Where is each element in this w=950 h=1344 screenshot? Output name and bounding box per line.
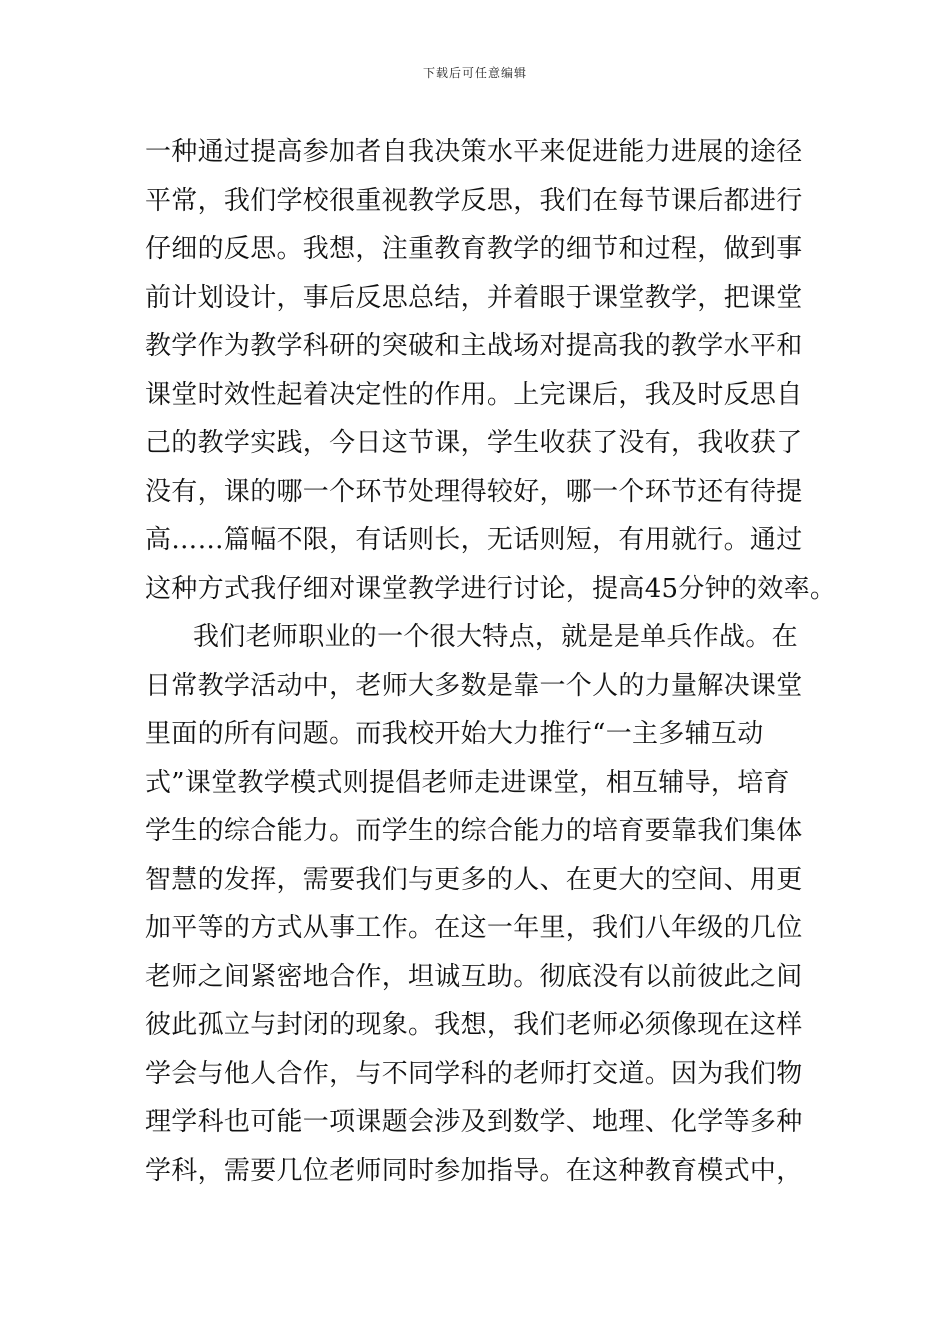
text-line: 式”课堂教学模式则提倡老师走进课堂，相互辅导，培育 — [145, 767, 790, 798]
text-line: 彼此孤立与封闭的现象。我想，我们老师必须像现在这样 — [145, 1010, 803, 1040]
text-line: 己的教学实践，今日这节课，学生收获了没有，我收获了 — [145, 428, 803, 458]
text-line: 学科，需要几位老师同时参加指导。在这种教育模式中， — [145, 1155, 803, 1186]
text-line: 智慧的发挥，需要我们与更多的人、在更大的空间、用更 — [145, 864, 803, 895]
text-line: 一种通过提高参加者自我决策水平来促进能力进展的途径 — [145, 137, 803, 167]
page-header: 下载后可任意编辑 — [422, 66, 527, 80]
body-text — [145, 128, 837, 1195]
text-line: 平常，我们学校很重视教学反思，我们在每节课后都进行 — [145, 185, 803, 216]
text-line: 学生的综合能力。而学生的综合能力的培育要靠我们集体 — [145, 816, 803, 846]
text-line: 高……篇幅不限，有话则长，无话则短，有用就行。通过 — [145, 525, 803, 555]
text-line: 日常教学活动中，老师大多数是靠一个人的力量解决课堂 — [145, 670, 803, 701]
text-line: 教学作为教学科研的突破和主战场对提高我的教学水平和 — [145, 331, 803, 361]
paragraph-start-line: 我们老师职业的一个很大特点，就是是单兵作战。在 — [193, 622, 798, 652]
text-line: 老师之间紧密地合作，坦诚互助。彻底没有以前彼此之间 — [145, 961, 803, 992]
text-line: 加平等的方式从事工作。在这一年里，我们八年级的几位 — [145, 913, 803, 943]
text-line: 里面的所有问题。而我校开始大力推行“一主多辅互动 — [145, 719, 764, 749]
text-line: 仔细的反思。我想，注重教育教学的细节和过程，做到事 — [145, 234, 803, 264]
text-line: 课堂时效性起着决定性的作用。上完课后，我及时反思自 — [145, 379, 803, 410]
text-line: 前计划设计，事后反思总结，并着眼于课堂教学，把课堂 — [145, 282, 803, 313]
text-line: 这种方式我仔细对课堂教学进行讨论，提高45分钟的效率。 — [145, 573, 837, 604]
text-line: 没有，课的哪一个环节处理得较好，哪一个环节还有待提 — [145, 476, 803, 507]
text-line: 理学科也可能一项课题会涉及到数学、地理、化学等多种 — [145, 1107, 803, 1137]
text-line: 学会与他人合作，与不同学科的老师打交道。因为我们物 — [145, 1058, 803, 1089]
